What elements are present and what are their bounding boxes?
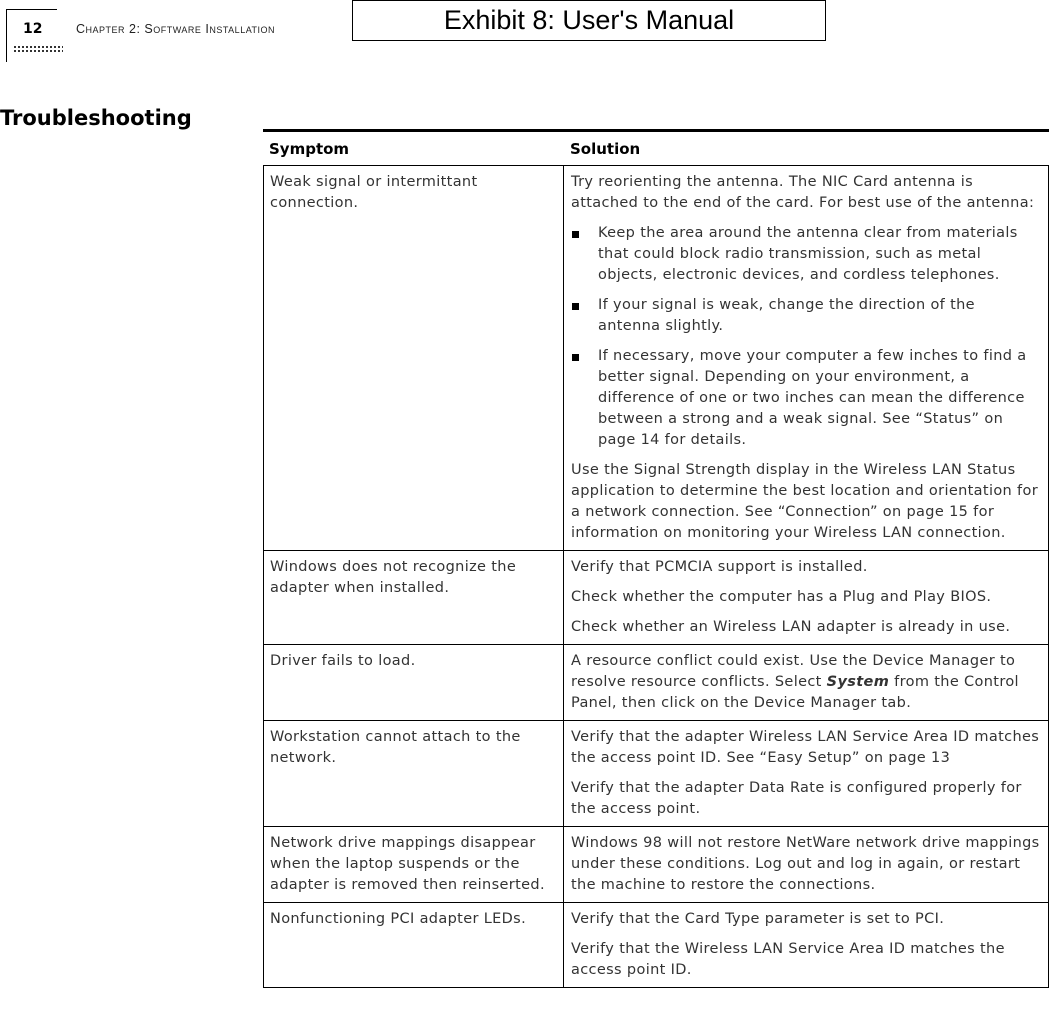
solution-text: Verify that the adapter Data Rate is configured properly for the access point. <box>571 780 1022 817</box>
table-row <box>263 903 1049 988</box>
chapter-heading: Chapter 2: Software Installation <box>76 22 276 36</box>
solution-cell <box>564 166 1048 550</box>
list-item-text: Keep the area around the antenna clear from materials that could block radio transmission, such as metal objects, electronic devices, and cordless telephones. <box>598 225 1018 283</box>
section-title: Troubleshooting <box>0 106 192 130</box>
solution-cell <box>564 827 1048 902</box>
symptom-cell: Network drive mappings disappear when the laptop suspends or the adapter is removed then reinserted. <box>264 827 564 902</box>
solution-cell <box>564 721 1048 826</box>
solution-text: Verify that the adapter Wireless LAN Service Area ID matches the access point ID. See “Easy Setup” on page 13 <box>571 729 1040 766</box>
list-item <box>571 295 1042 337</box>
page-number: 12 <box>23 21 43 37</box>
table-header <box>263 132 1049 166</box>
square-bullet-icon <box>571 223 598 286</box>
symptom-cell: Weak signal or intermittant connection. <box>264 166 564 550</box>
list-item-text: If your signal is weak, change the direction of the antenna slightly. <box>598 297 975 334</box>
square-bullet-icon <box>571 346 598 451</box>
table-row <box>263 645 1049 721</box>
emphasis-text: System <box>826 674 890 690</box>
table-row <box>263 166 1049 551</box>
list-item <box>571 346 1042 451</box>
solution-text: Use the Signal Strength display in the Wireless LAN Status application to determine the best location and orientation for a network connection. See “Connection” on page 15 for information on monitoring your Wireless LAN connection. <box>571 462 1039 541</box>
symptom-cell: Nonfunctioning PCI adapter LEDs. <box>264 903 564 987</box>
exhibit-label: Exhibit 8: User's Manual <box>352 0 826 41</box>
list-item-text: If necessary, move your computer a few inches to find a better signal. Depending on your environment, a difference of one or two inches can mean the difference between a strong and a weak signal. See “Status” on page 14 for details. <box>598 348 1027 448</box>
solution-text: Windows 98 will not restore NetWare network drive mappings under these conditions. Log out and log in again, or restart the machine to restore the connections. <box>571 835 1040 893</box>
symptom-cell: Driver fails to load. <box>264 645 564 720</box>
page-number-box <box>6 9 57 62</box>
troubleshooting-table <box>263 129 1049 988</box>
table-row <box>263 551 1049 645</box>
solution-text: Verify that the Wireless LAN Service Area ID matches the access point ID. <box>571 941 1005 978</box>
solution-text-before: A resource conflict could exist. Use the Device Manager to resolve resource conflicts. Select <box>571 653 1016 690</box>
solution-text: Verify that PCMCIA support is installed. <box>571 559 868 575</box>
solution-cell <box>564 645 1048 720</box>
solution-text <box>571 651 1042 714</box>
solution-text-after: from the Control Panel, then click on the Device Manager tab. <box>571 674 1019 711</box>
solution-cell <box>564 903 1048 987</box>
symptom-cell: Workstation cannot attach to the network. <box>264 721 564 826</box>
table-row <box>263 721 1049 827</box>
column-header-solution: Solution <box>570 139 641 158</box>
solution-text: Verify that the Card Type parameter is set to PCI. <box>571 911 945 927</box>
solution-cell <box>564 551 1048 644</box>
solution-text: Check whether the computer has a Plug and Play BIOS. <box>571 589 992 605</box>
solution-text: Check whether an Wireless LAN adapter is already in use. <box>571 619 1011 635</box>
solution-text: Try reorienting the antenna. The NIC Card antenna is attached to the end of the card. For best use of the antenna: <box>571 174 1035 211</box>
dotted-rule <box>13 45 63 53</box>
column-header-symptom: Symptom <box>269 139 350 158</box>
square-bullet-icon <box>571 295 598 337</box>
table-row <box>263 827 1049 903</box>
list-item <box>571 223 1042 286</box>
symptom-cell: Windows does not recognize the adapter when installed. <box>264 551 564 644</box>
